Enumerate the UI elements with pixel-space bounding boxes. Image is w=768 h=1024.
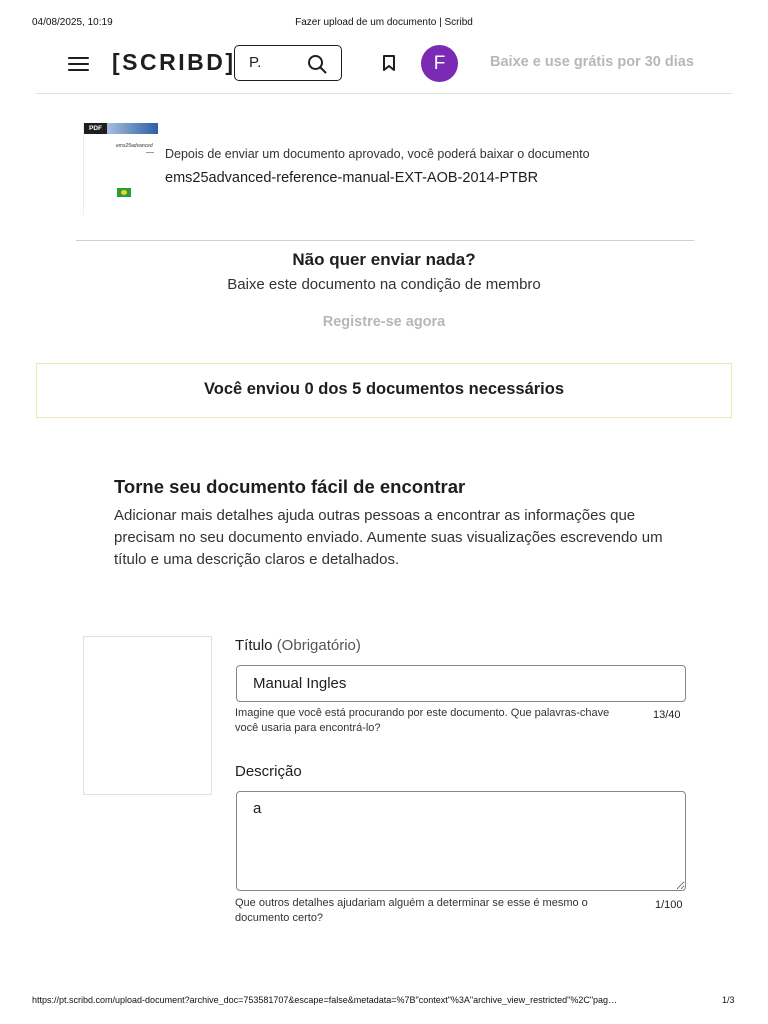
brazil-flag-icon (117, 188, 131, 197)
title-help-text: Imagine que você está procurando por este documento. Que palavras-chave você usaria para encontrá-lo? (235, 707, 610, 734)
description-label: Descrição (235, 763, 302, 780)
search-box[interactable] (234, 45, 342, 81)
thumbnail-line (146, 152, 154, 153)
section-divider (76, 240, 694, 241)
avatar[interactable]: F (421, 45, 458, 82)
scribd-logo[interactable]: [SCRIBD] (112, 49, 236, 75)
description-char-count: 1/100 (655, 899, 683, 911)
search-icon[interactable] (307, 54, 327, 74)
hamburger-icon[interactable] (68, 56, 90, 72)
title-required-text: (Obrigatório) (276, 637, 361, 654)
nav-divider (36, 93, 732, 94)
document-thumbnail (83, 123, 158, 215)
discover-body: Adicionar mais detalhes ajuda outras pessoas a encontrar as informações que precisam no seu documento enviado. Aumente suas visualizações escrevendo um título e uma descrição claros e detalhados. (114, 507, 663, 568)
description-input[interactable] (236, 791, 686, 891)
title-input[interactable] (236, 665, 686, 702)
title-char-count: 13/40 (653, 709, 681, 721)
thumbnail-title: ems25advanced (116, 143, 153, 149)
print-datetime: 04/08/2025, 10:19 (32, 17, 113, 28)
upload-progress-text: Você enviou 0 dos 5 documentos necessários (203, 380, 565, 398)
download-note: Depois de enviar um documento aprovado, você poderá baixar o documento (165, 147, 590, 161)
pdf-badge: PDF (84, 123, 107, 134)
free-trial-link[interactable]: Baixe e use grátis por 30 dias (490, 54, 694, 70)
bookmark-icon[interactable] (380, 54, 398, 72)
discover-heading: Torne seu documento fácil de encontrar (114, 476, 466, 497)
description-help-text: Que outros detalhes ajudariam alguém a determinar se esse é mesmo o documento certo? (235, 897, 588, 924)
document-preview (83, 636, 212, 795)
no-upload-heading: Não quer enviar nada? (292, 250, 476, 269)
title-label-text: Título (235, 637, 273, 654)
print-url: https://pt.scribd.com/upload-document?archive_doc=753581707&escape=false&metadata=%7B"context"%3A"archive_view_restricted"%2C"pag… (32, 995, 618, 1005)
print-page-title: Fazer upload de um documento | Scribd (295, 17, 473, 28)
no-upload-subheading: Baixe este documento na condição de membro (227, 276, 541, 293)
document-filename: ems25advanced-reference-manual-EXT-AOB-2014-PTBR (165, 170, 539, 186)
register-link[interactable]: Registre-se agora (322, 314, 446, 330)
print-page-number: 1/3 (722, 995, 735, 1005)
search-input[interactable] (249, 54, 289, 71)
upload-progress-box (36, 363, 732, 418)
title-label (235, 637, 361, 654)
